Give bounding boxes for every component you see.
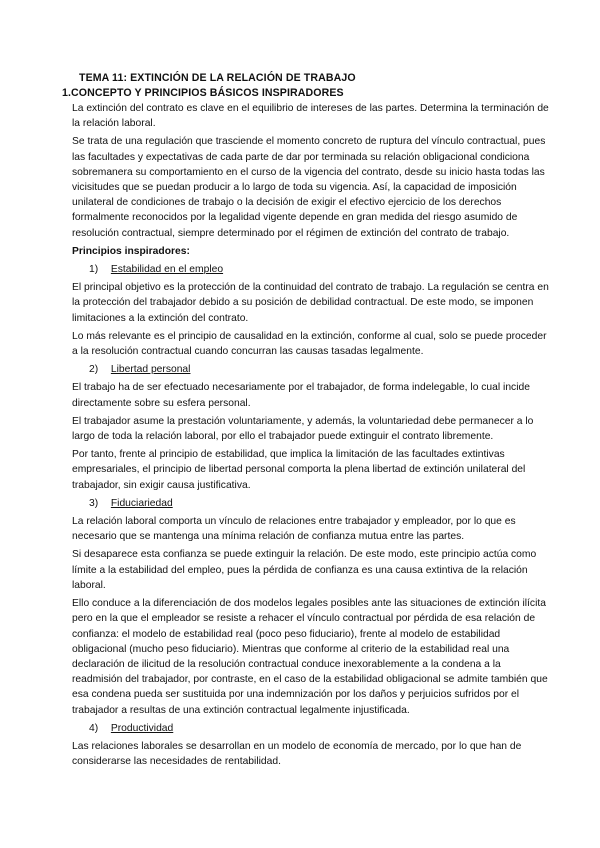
principle-number: 4)	[89, 722, 99, 734]
intro-paragraph: Se trata de una regulación que trasciende el momento concreto de ruptura del vínculo contractual, pues las facultades y expectativas de cada parte de dar por terminada su relación obligacional condiciona sobremanera su comportamiento en el curso de la vigencia del contrato, desde su inicio hasta todas las vicisitudes que se puedan producir a lo largo de toda su vigencia. Así, la capacidad de imposición unilateral de condiciones de trabajo o la decisión de exigir el efectivo ejercicio de los derechos formalmente reconocidos por la legalidad vigente depende en gran medida del riesgo asumido de resolución contractual, siempre determinado por el régimen de extinción del contrato de trabajo.	[72, 136, 546, 239]
principle-label: Libertad personal	[110, 364, 191, 376]
document-title: TEMA 11: EXTINCIÓN DE LA RELACIÓN DE TRABAJO	[79, 72, 356, 84]
body-paragraph: La relación laboral comporta un vínculo de relaciones entre trabajador y empleador, por lo que es necesario que se mantenga una mínima relación de confianza mutua entre las partes.	[72, 516, 516, 543]
body-paragraph: Las relaciones laborales se desarrollan en un modelo de economía de mercado, por lo que han de considerarse las necesidades de rentabilidad.	[72, 740, 522, 768]
principle-label: Estabilidad en el empleo	[110, 264, 224, 276]
principle-number: 3)	[89, 497, 99, 509]
body-paragraph: Por tanto, frente al principio de estabilidad, que implica la limitación de las facultades extintivas empresariales, el principio de libertad personal comporta la plena libertad de extinción unilateral del trabajador, sin exigir causa justificativa.	[72, 449, 526, 491]
document-body	[72, 101, 550, 772]
body-paragraph: El trabajador asume la prestación voluntariamente, y además, la voluntariedad debe permanecer a lo largo de toda la relación laboral, por ello el trabajador puede extinguir el contrato libremente.	[72, 415, 534, 443]
principle-heading-3	[89, 496, 550, 511]
principle-heading-2	[89, 362, 550, 377]
principle-number: 2)	[89, 364, 99, 376]
principle-label: Fiduciariedad	[110, 497, 173, 509]
principle-heading-4	[89, 721, 550, 736]
body-paragraph: Ello conduce a la diferenciación de dos modelos legales posibles ante las situaciones de extinción ilícita pero en la que el empleador se resiste a rehacer el vínculo contractual por pérdida de esa relación de confianza: el modelo de estabilidad real (poco peso fiduciario), frente al modelo de estabilidad obligacional (mucho peso fiduciario). Mientras que conforme al criterio de la estabilidad real una declaración de ilicitud de la resolución contractual conduce inexorablemente a la condena a la readmisión del trabajador, por contraste, en el caso de la estabilidad obligacional se admite también que esa condena pueda ser sustituida por una indemnización por los daños y perjuicios sufridos por el trabajador a resultas de una extinción contractual legalmente injustificada.	[72, 598, 548, 716]
body-paragraph: El trabajo ha de ser efectuado necesariamente por el trabajador, de forma indelegable, lo cual incide directamente sobre su esfera personal.	[72, 382, 530, 409]
intro-paragraph: La extinción del contrato es clave en el equilibrio de intereses de las partes. Determina la terminación de la relación laboral.	[72, 103, 549, 130]
principles-heading: Principios inspiradores:	[72, 245, 190, 257]
body-paragraph: El principal objetivo es la protección de la continuidad del contrato de trabajo. La regulación se centra en la protección del trabajador debido a su posición de debilidad contractual. De este modo, se imponen limitaciones a la extinción del contrato.	[72, 282, 549, 324]
principle-number: 1)	[89, 264, 99, 276]
body-paragraph: Si desaparece esta confianza se puede extinguir la relación. De este modo, este principio actúa como límite a la estabilidad del empleo, pues la pérdida de confianza es una causa extintiva de la relación laboral.	[72, 549, 537, 591]
principle-heading-1	[89, 262, 550, 277]
body-paragraph: Lo más relevante es el principio de causalidad en la extinción, conforme al cual, solo se puede proceder a la resolución contractual cuando concurran las causas tasadas legalmente.	[72, 330, 547, 358]
principle-label: Productividad	[110, 722, 174, 734]
section-heading: 1.CONCEPTO Y PRINCIPIOS BÁSICOS INSPIRADORES	[62, 87, 344, 99]
